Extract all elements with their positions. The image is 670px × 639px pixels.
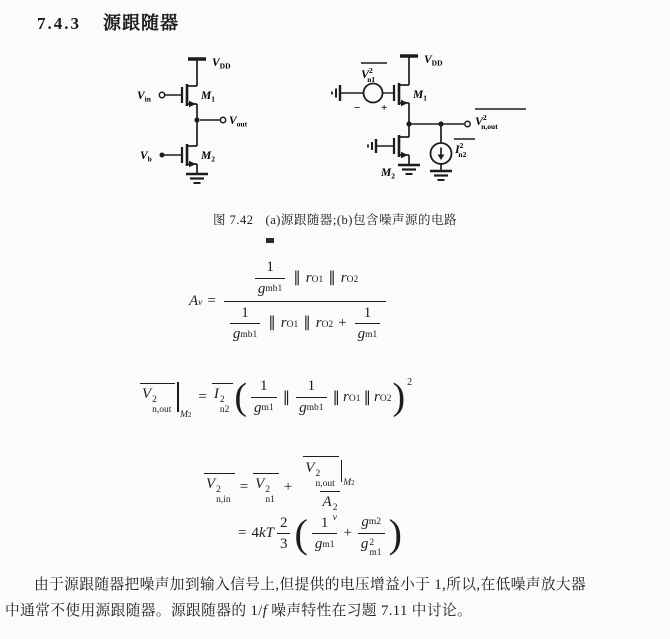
frac-noise-over-gain — [300, 455, 359, 521]
term-av-squared: A 2 v — [322, 493, 338, 523]
figure-caption-text: (a)源跟随器;(b)包含噪声源的电路 — [265, 213, 457, 227]
vin-label: $V_{in}$ — [137, 90, 151, 104]
body-line-2-text: 噪声特性在习题 7.11 中讨论。 — [267, 603, 473, 619]
term-4kT: 4 k T — [251, 525, 274, 542]
op-equals: = — [207, 292, 216, 309]
body-line-2 — [5, 601, 669, 621]
term-one-over-gm1: 1 g m1 — [251, 376, 277, 419]
m1-source-arrow — [189, 101, 196, 107]
m1-transistor — [182, 84, 197, 120]
op-parallel: ∥ — [328, 269, 336, 286]
vin-lead — [159, 92, 182, 97]
term-one-over-gm1: 1 g m1 — [355, 303, 381, 346]
evaluated-at-m2: M 2 — [177, 382, 191, 412]
exponent-squared: 2 — [407, 377, 413, 388]
m2-source-arrow — [401, 152, 408, 158]
equation-output-noise-m2: V 2 n,out M 2 = I 2 n2 ( 1 g m1 ∥ 1 g mb1 ∥ r O1 ∥ r O2 ) 2 — [142, 376, 413, 421]
term-vnout-squared: V 2 n,out — [140, 383, 175, 412]
op-plus: + — [338, 315, 347, 332]
vnout-terminal — [465, 121, 470, 126]
term-vn1-squared: V 2 n1 — [253, 473, 279, 502]
circuit-b-schematic — [328, 45, 540, 195]
m2-transistor — [182, 144, 197, 174]
figure-caption-number: 图 7.42 — [213, 213, 254, 227]
op-parallel: ∥ — [293, 269, 301, 286]
op-parallel: ∥ — [303, 315, 311, 332]
term-ro1: r O1 — [305, 269, 324, 286]
evaluation-bar — [177, 382, 179, 412]
polarity-minus: − — [354, 102, 361, 114]
section-heading — [37, 9, 179, 35]
vb-label: $V_b$ — [140, 150, 152, 164]
term-one-over-gmb1: 1 g mb1 — [255, 257, 285, 300]
vb-node-dot — [160, 153, 165, 158]
vin-terminal — [159, 92, 164, 97]
term-ro1: r O1 — [343, 388, 361, 405]
output-wire — [406, 109, 526, 127]
m2-transistor — [394, 124, 409, 165]
op-equals: = — [198, 388, 207, 405]
vout-lead — [194, 117, 225, 146]
section-number: 7.4.3 — [37, 14, 81, 33]
term-one-over-gmb1: 1 g mb1 — [230, 303, 260, 346]
m2-label: $M_2$ — [201, 150, 215, 164]
op-parallel: ∥ — [282, 389, 291, 406]
body-line-2-text: 中通常不使用源跟随器。源跟随器的 1/ — [5, 603, 263, 619]
vnout-label: $V^2$ n,out — [475, 113, 498, 131]
vout-label: $V_{out}$ — [229, 115, 248, 129]
term-vnout-squared: V 2 n,out — [303, 456, 338, 486]
term-ro1: r O1 — [280, 315, 299, 332]
op-parallel: ∥ — [268, 315, 276, 332]
op-plus: + — [343, 525, 352, 542]
ground-symbol-isrc — [430, 171, 452, 180]
m2-label: $M_2$ — [381, 167, 395, 181]
term-one-over-gmb1: 1 g mb1 — [296, 376, 326, 419]
ac-ground-symbol-m2 — [368, 139, 394, 153]
frac-gm2-over-gm1sq: g m2 g 2 m1 — [358, 512, 385, 556]
evaluation-bar — [341, 460, 343, 482]
term-ro2: r O2 — [340, 269, 359, 286]
m1-label: $M_1$ — [201, 90, 215, 104]
evaluated-at-m2: M 2 — [341, 460, 355, 482]
in2-label: $I^2$ n2 — [455, 141, 467, 159]
frac-two-thirds: $\frac{2}{3}$ — [277, 513, 291, 556]
op-parallel: ∥ — [332, 389, 341, 406]
term-ro2: r O2 — [315, 315, 334, 332]
one-over-f-variable: f — [262, 603, 268, 619]
m2-source-arrow — [189, 161, 196, 167]
vdd-label: $V_{DD}$ — [424, 54, 443, 68]
equation-input-noise-result: = 4 k T $\frac{2}{3}$ ( 1 g m1 + g m2 g 2 m1 ) — [238, 510, 402, 558]
vb-lead — [160, 153, 183, 158]
ac-ground-symbol-left — [332, 85, 364, 101]
term-ro2: r O2 — [373, 388, 392, 405]
frac-main — [224, 256, 386, 346]
term-vnin-squared: V 2 n,in — [204, 473, 235, 502]
m1-transistor — [394, 83, 409, 124]
vn1-label: $V^2$ n1 — [361, 66, 376, 84]
m1-label: $M_1$ — [413, 89, 427, 103]
body-line-1: 由于源跟随器把噪声加到输入信号上,但提供的电压增益小于 1,所以,在低噪声放大器 — [34, 577, 587, 593]
vdd-rail — [400, 56, 418, 85]
print-artifact — [266, 238, 274, 243]
vout-terminal — [220, 117, 225, 122]
op-equals: = — [239, 479, 249, 496]
section-title: 源跟随器 — [103, 13, 179, 33]
op-parallel: ∥ — [363, 389, 371, 406]
op-equals: = — [238, 525, 247, 542]
term-in2-squared: I 2 n2 — [212, 383, 234, 412]
ground-symbol-m2 — [398, 165, 420, 174]
figure-caption — [0, 210, 670, 228]
m1-source-arrow — [401, 100, 408, 106]
circuit-a-schematic — [130, 50, 270, 195]
op-plus: + — [283, 479, 293, 496]
polarity-plus: + — [381, 102, 388, 114]
ground-symbol — [186, 174, 208, 183]
var-av: A v — [189, 292, 203, 309]
noise-current-source — [430, 124, 475, 180]
equation-input-noise — [204, 455, 363, 521]
current-arrow — [438, 155, 445, 161]
equation-voltage-gain — [189, 256, 389, 346]
term-one-over-gm1: 1 g m1 — [312, 513, 338, 556]
vdd-label: $V_{DD}$ — [212, 57, 231, 71]
vdd-rail — [188, 59, 206, 86]
